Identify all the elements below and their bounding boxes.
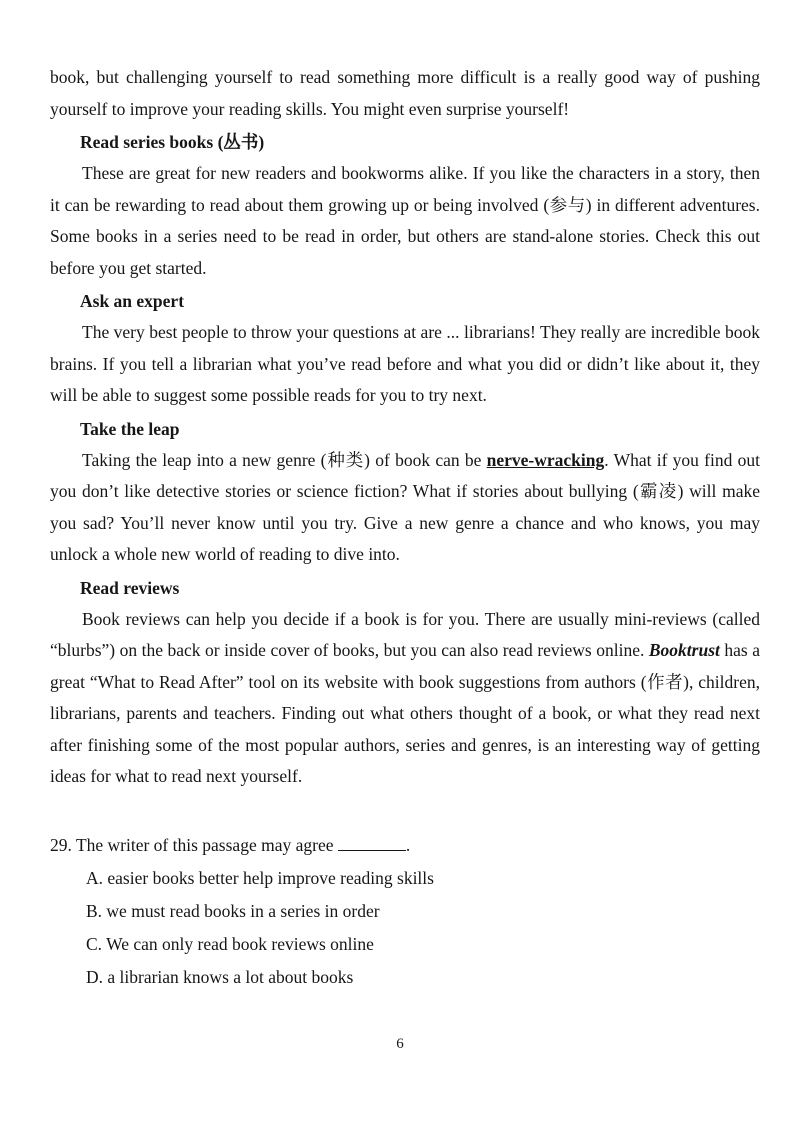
document-page: [50, 62, 760, 994]
option-a: A. easier books better help improve reading skills: [86, 867, 434, 888]
paragraph-series-books: These are great for new readers and bookworms alike. If you like the characters in a story, then it can be rewarding to read about them growing up or being involved (参与) in different adventures. Some books in a series need to be read in order, but others are stand-alone stories. Check this out before you get started.: [50, 163, 760, 278]
underlined-word: nerve-wracking: [486, 449, 605, 470]
paragraph-take-leap: [50, 445, 760, 571]
page-number: 6: [396, 1036, 404, 1052]
heading-ask-expert: Ask an expert: [80, 291, 185, 311]
option-c: C. We can only read book reviews online: [86, 933, 374, 954]
answer-blank: [338, 836, 406, 851]
paragraph-read-reviews: [50, 604, 760, 793]
question-29: [50, 829, 760, 862]
question-end: .: [405, 834, 411, 855]
heading-series-books: Read series books (丛书): [80, 132, 265, 152]
take-leap-text-before: Taking the leap into a new genre (种类) of book can be: [82, 449, 487, 470]
heading-read-reviews: Read reviews: [80, 577, 180, 598]
reviews-text-before: Book reviews can help you decide if a book is for you. There are usually mini-reviews (called “blurbs”) on the back or inside cover of books, but you can also read reviews online.: [50, 608, 760, 660]
intro-paragraph: book, but challenging yourself to read something more difficult is a really good way of pushing yourself to improve your reading skills. You might even surprise yourself!: [50, 67, 760, 119]
option-b: B. we must read books in a series in order: [86, 900, 380, 921]
booktrust-name: Booktrust: [648, 640, 720, 660]
take-leap-text-after: . What if you find out you don’t like detective stories or science fiction? What if stories about bullying (霸凌) will make you sad? You’ll never know until you try. Give a new genre a chance and who knows, you may unlock a whole new world of reading to dive into.: [50, 449, 760, 564]
reviews-text-after: has a great “What to Read After” tool on its website with book suggestions from authors (作者), children, librarians, parents and teachers. Finding out what others thought of a book, or what they read next after finishing some of the most popular authors, series and genres, is an interesting way of getting ideas for what to read next yourself.: [50, 640, 760, 786]
question-stem: The writer of this passage may agree: [75, 834, 334, 855]
option-d: D. a librarian knows a lot about books: [86, 966, 354, 987]
question-number: 29.: [50, 834, 72, 855]
paragraph-ask-expert: The very best people to throw your questions at are ... librarians! They really are incredible book brains. If you tell a librarian what you’ve read before and what you did or didn’t like about it, they will be able to suggest some possible reads for you to try next.: [50, 322, 760, 405]
answer-options: [86, 862, 760, 994]
heading-take-leap: Take the leap: [80, 418, 180, 439]
